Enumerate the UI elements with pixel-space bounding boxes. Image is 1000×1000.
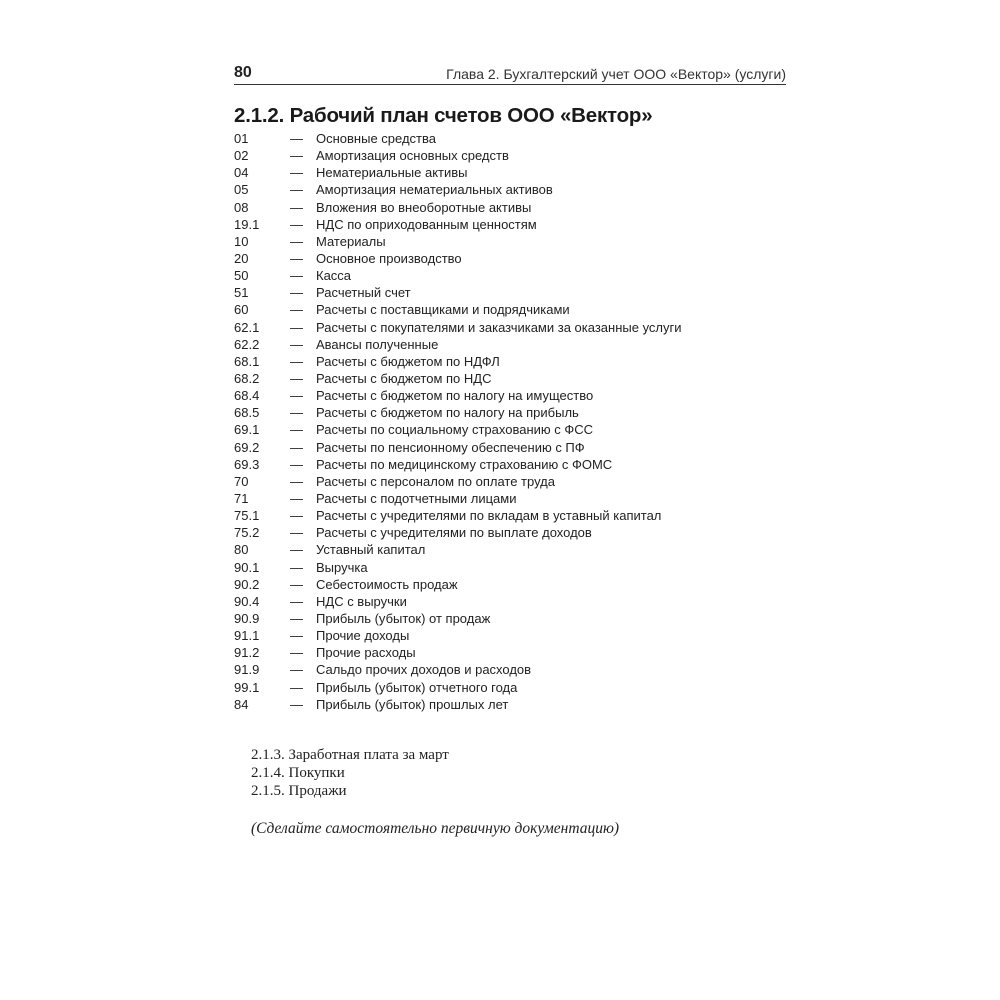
dash-separator: —: [290, 662, 303, 678]
account-name: Прибыль (убыток) прошлых лет: [316, 696, 509, 712]
page-header: [234, 62, 786, 85]
dash-separator: —: [290, 473, 303, 489]
account-name: Себестоимость продаж: [316, 576, 458, 592]
account-name: Расчеты с бюджетом по налогу на имущество: [316, 388, 594, 404]
account-name: Прочие расходы: [316, 645, 416, 661]
dash-separator: —: [290, 319, 303, 335]
account-name: Прочие доходы: [316, 628, 410, 644]
account-code: 02: [234, 148, 249, 164]
dash-separator: —: [290, 353, 303, 369]
account-code: 01: [234, 131, 249, 146]
account-code: 90.9: [234, 610, 260, 626]
account-code: 20: [234, 250, 249, 266]
account-code: 04: [234, 165, 249, 181]
account-name: Амортизация нематериальных активов: [316, 182, 553, 198]
account-code: 08: [234, 199, 249, 215]
subsection-item: 2.1.3. Заработная плата за март: [251, 747, 449, 763]
account-name: Касса: [316, 268, 352, 284]
dash-separator: —: [290, 182, 303, 198]
subsection-item: 2.1.5. Продажи: [251, 783, 347, 799]
account-name: Расчеты с поставщиками и подрядчиками: [316, 302, 570, 318]
dash-separator: —: [290, 216, 303, 232]
account-code: 19.1: [234, 216, 260, 232]
dash-separator: —: [290, 525, 303, 541]
account-name: Расчеты с покупателями и заказчиками за оказанные услуги: [316, 319, 682, 335]
account-name: Расчеты по пенсионному обеспечению с ПФ: [316, 439, 585, 455]
account-name: Прибыль (убыток) отчетного года: [316, 679, 518, 695]
dash-separator: —: [290, 131, 303, 146]
account-name: Сальдо прочих доходов и расходов: [316, 662, 532, 678]
dash-separator: —: [290, 285, 303, 301]
account-code: 91.2: [234, 645, 260, 661]
account-code: 10: [234, 233, 249, 249]
account-name: Расчеты с подотчетными лицами: [316, 490, 517, 506]
dash-separator: —: [290, 405, 303, 421]
dash-separator: —: [290, 679, 303, 695]
account-code: 60: [234, 302, 249, 318]
instruction-note: (Сделайте самостоятельно первичную документацию): [251, 820, 620, 837]
account-name: Нематериальные активы: [316, 165, 468, 181]
dash-separator: —: [290, 268, 303, 284]
dash-separator: —: [290, 370, 303, 386]
account-code: 62.1: [234, 319, 260, 335]
dash-separator: —: [290, 593, 303, 609]
account-name: Амортизация основных средств: [316, 148, 509, 164]
account-name: Уставный капитал: [316, 542, 426, 558]
account-name: Выручка: [316, 559, 368, 575]
subsection-list: [251, 746, 449, 800]
dash-separator: —: [290, 302, 303, 318]
dash-separator: —: [290, 336, 303, 352]
account-code: 91.9: [234, 662, 260, 678]
account-name: НДС с выручки: [316, 593, 407, 609]
dash-separator: —: [290, 576, 303, 592]
account-code: 69.2: [234, 439, 260, 455]
dash-separator: —: [290, 233, 303, 249]
account-code: 68.4: [234, 388, 260, 404]
dash-separator: —: [290, 610, 303, 626]
account-name: НДС по оприходованным ценностям: [316, 216, 537, 232]
account-code: 80: [234, 542, 249, 558]
dash-separator: —: [290, 456, 303, 472]
account-name: Расчеты с бюджетом по НДФЛ: [316, 353, 500, 369]
dash-separator: —: [290, 388, 303, 404]
account-name: Расчеты с учредителями по выплате доходов: [316, 525, 592, 541]
dash-separator: —: [290, 250, 303, 266]
dash-separator: —: [290, 199, 303, 215]
dash-separator: —: [290, 645, 303, 661]
account-name: Расчеты с бюджетом по налогу на прибыль: [316, 405, 579, 421]
account-name: Расчеты по медицинскому страхованию с ФОМС: [316, 456, 613, 472]
account-name: Прибыль (убыток) от продаж: [316, 610, 491, 626]
account-name: Основные средства: [316, 131, 436, 146]
account-code: 69.1: [234, 422, 260, 438]
account-name: Основное производство: [316, 250, 462, 266]
account-code: 91.1: [234, 628, 260, 644]
account-code: 51: [234, 285, 249, 301]
account-code: 90.1: [234, 559, 260, 575]
account-code: 90.4: [234, 593, 260, 609]
account-name: Материалы: [316, 233, 386, 249]
subsection-item: 2.1.4. Покупки: [251, 765, 345, 781]
dash-separator: —: [290, 696, 303, 712]
account-code: 68.5: [234, 405, 260, 421]
account-code: 75.2: [234, 525, 260, 541]
account-code: 68.2: [234, 370, 260, 386]
dash-separator: —: [290, 559, 303, 575]
account-code: 68.1: [234, 353, 260, 369]
chapter-title: Глава 2. Бухгалтерский учет ООО «Вектор» (услуги): [446, 66, 786, 82]
account-code: 05: [234, 182, 249, 198]
page-number: 80: [234, 64, 252, 81]
account-code: 90.2: [234, 576, 260, 592]
account-code: 71: [234, 490, 249, 506]
dash-separator: —: [290, 165, 303, 181]
dash-separator: —: [290, 439, 303, 455]
dash-separator: —: [290, 148, 303, 164]
dash-separator: —: [290, 508, 303, 524]
dash-separator: —: [290, 490, 303, 506]
dash-separator: —: [290, 628, 303, 644]
account-code: 69.3: [234, 456, 260, 472]
account-code: 70: [234, 473, 249, 489]
account-code: 50: [234, 268, 249, 284]
account-name: Вложения во внеоборотные активы: [316, 199, 532, 215]
account-code: 75.1: [234, 508, 260, 524]
account-name: Расчеты с бюджетом по НДС: [316, 370, 492, 386]
section-title: 2.1.2. Рабочий план счетов ООО «Вектор»: [234, 104, 653, 127]
dash-separator: —: [290, 542, 303, 558]
account-name: Расчеты по социальному страхованию с ФСС: [316, 422, 594, 438]
account-code: 99.1: [234, 679, 260, 695]
account-name: Авансы полученные: [316, 336, 439, 352]
account-name: Расчеты с персоналом по оплате труда: [316, 473, 555, 489]
dash-separator: —: [290, 422, 303, 438]
account-code: 62.2: [234, 336, 260, 352]
account-code: 84: [234, 696, 249, 712]
account-name: Расчетный счет: [316, 285, 411, 301]
account-name: Расчеты с учредителями по вкладам в уставный капитал: [316, 508, 662, 524]
